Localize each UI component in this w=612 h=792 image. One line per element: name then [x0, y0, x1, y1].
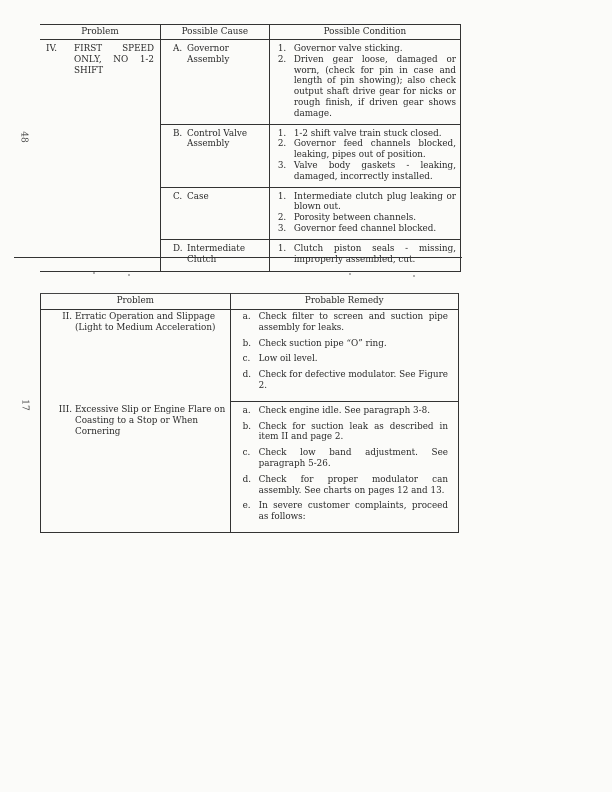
remedy-list: [231, 310, 458, 401]
cause-label: Case: [186, 191, 209, 202]
condition-item: 1. 1-2 shift valve train stuck closed.: [277, 128, 442, 139]
condition-list: [270, 40, 460, 124]
problem-number: II.: [62, 312, 72, 322]
page-number-48: 48: [18, 131, 29, 143]
troubleshooting-table-iv: [40, 24, 461, 272]
header-problem: Problem: [41, 294, 231, 310]
problem-number: IV.: [46, 44, 58, 54]
header-problem: Problem: [40, 25, 160, 40]
remedy-item: e. In severe customer complaints, proceed as follows:: [242, 501, 448, 523]
problem-text: Erratic Operation and Slippage (Light to Medium Acceleration): [75, 312, 216, 333]
cause-label: Governor Assembly: [186, 44, 230, 65]
cause-row-a: [40, 40, 461, 125]
condition-list: [270, 240, 460, 270]
scan-speck: [349, 273, 351, 275]
problem-row-ii: [41, 310, 459, 402]
condition-item: 1. Intermediate clutch plug leaking or blown out.: [277, 191, 456, 213]
scan-speck: [128, 274, 130, 276]
problem-row-iii: [41, 401, 459, 532]
condition-list: [270, 188, 460, 239]
header-probable-remedy: Probable Remedy: [230, 294, 458, 310]
condition-item: 2. Governor feed channels blocked, leaking, pipes out of position.: [277, 139, 456, 161]
problem-text: Excessive Slip or Engine Flare on Coasting to a Stop or When Cornering: [75, 405, 226, 437]
problem-number: III.: [58, 405, 72, 416]
table-bottom-rule: [14, 257, 462, 258]
cause-letter: D.: [172, 243, 183, 254]
remedy-item: a. Check filter to screen and suction pipe assembly for leaks.: [242, 312, 448, 333]
troubleshooting-table-ii-iii: [40, 293, 459, 533]
remedy-item: b. Check suction pipe “O” ring.: [242, 338, 387, 349]
page-number-17: 17: [19, 399, 30, 411]
remedy-item: c. Check low band adjustment. See paragraph 5-26.: [242, 448, 448, 469]
condition-item: 2. Porosity between channels.: [277, 213, 417, 224]
condition-item: 2. Driven gear loose, damaged or worn, (check for pin in case and length of pin showing); also check output shaft drive gear for nicks or rough finish, if driven gear shows damage.: [277, 54, 456, 119]
header-possible-cause: Possible Cause: [160, 25, 269, 40]
cause-letter: C.: [172, 191, 183, 202]
remedy-item: a. Check engine idle. See paragraph 3-8.: [242, 405, 430, 416]
problem-cell: [40, 40, 160, 272]
condition-item: 1. Clutch piston seals - missing, improperly assembled, cut.: [277, 243, 456, 265]
scan-speck: [413, 275, 415, 277]
cause-label: Intermediate Clutch: [186, 243, 246, 265]
scan-speck: [93, 272, 95, 274]
remedy-item: d. Check for defective modulator. See Figure 2.: [242, 370, 448, 391]
condition-item: 3. Valve body gaskets - leaking, damaged, incorrectly installed.: [277, 160, 456, 182]
cause-letter: A.: [172, 44, 183, 54]
remedy-item: c. Low oil level.: [242, 354, 318, 365]
cause-letter: B.: [172, 128, 183, 139]
cause-label: Control Valve Assembly: [186, 128, 248, 150]
header-possible-condition: Possible Condition: [269, 25, 460, 40]
condition-list: [270, 125, 460, 187]
problem-text: FIRST SPEED ONLY, NO 1-2 SHIFT: [74, 44, 154, 76]
condition-item: 1. Governor valve sticking.: [277, 44, 403, 54]
remedy-list: [231, 402, 458, 532]
condition-item: 3. Governor feed channel blocked.: [277, 223, 437, 234]
remedy-item: b. Check for suction leak as described in item II and page 2.: [242, 421, 448, 443]
remedy-item: d. Check for proper modulator can assembly. See charts on pages 12 and 13.: [242, 474, 448, 496]
